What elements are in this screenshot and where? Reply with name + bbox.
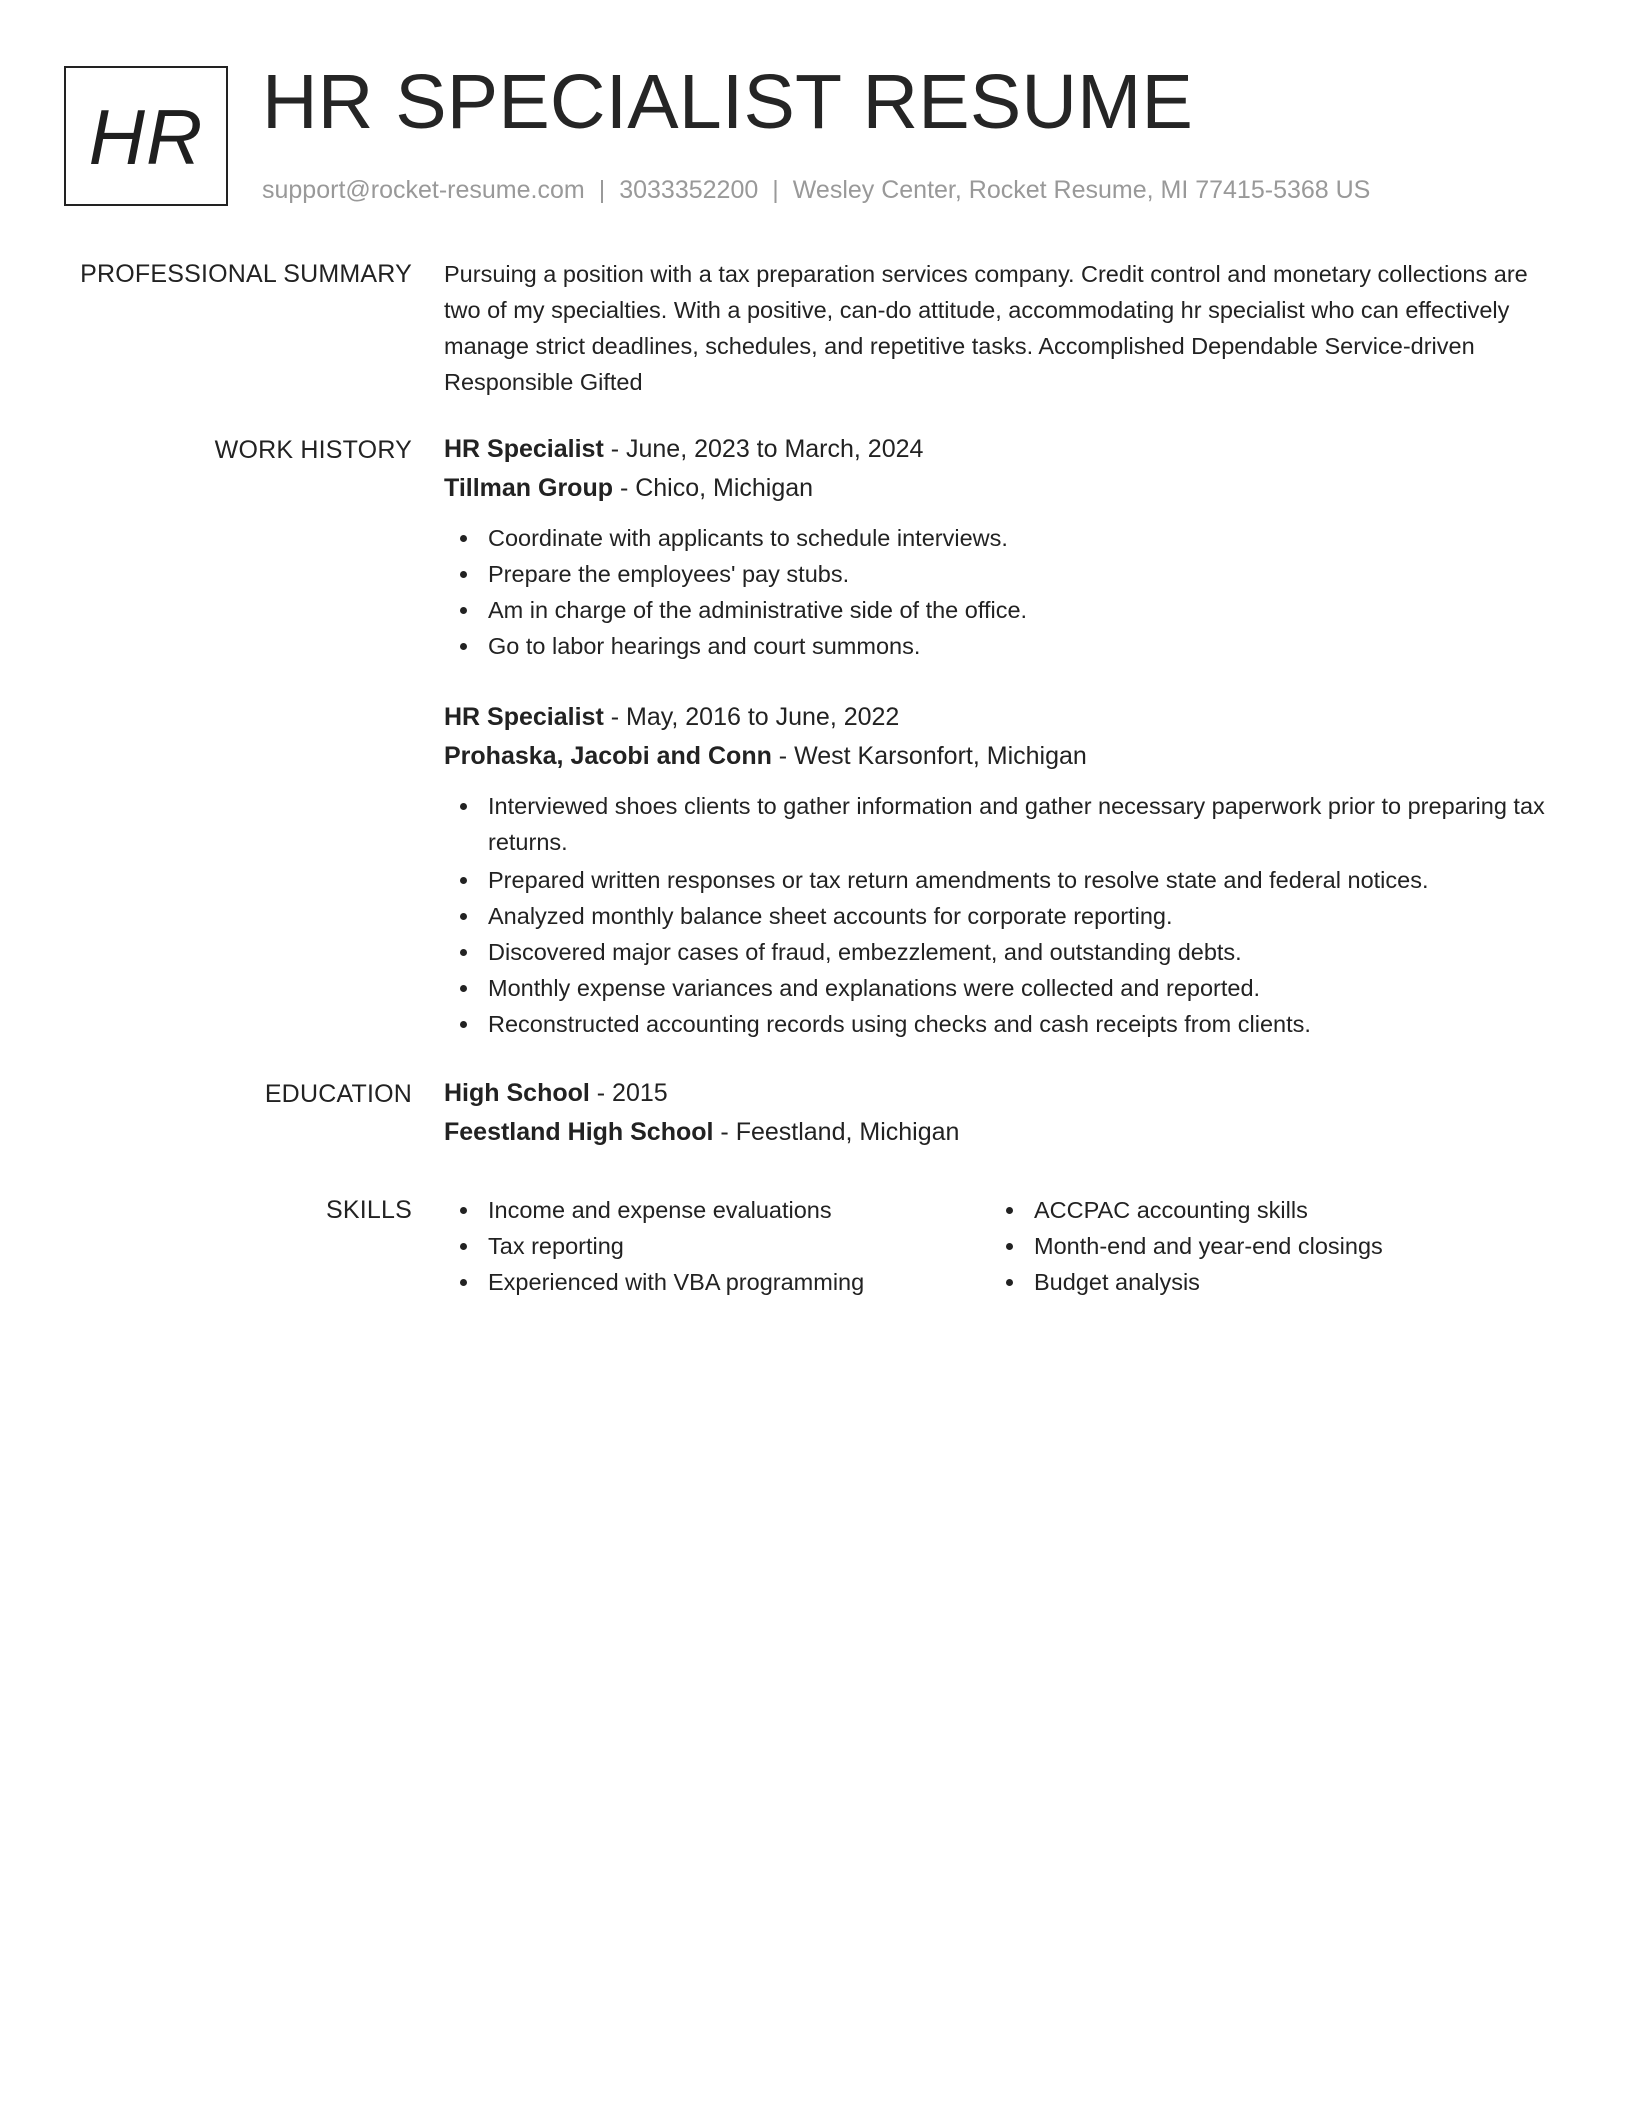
list-item (444, 862, 1556, 898)
education-degree: High School (444, 1079, 590, 1107)
list-item (444, 556, 1556, 592)
list-item (444, 898, 1556, 934)
job-company: Tillman Group (444, 474, 613, 502)
bullet-dot (1006, 1279, 1013, 1286)
contact-line (262, 175, 1370, 205)
job-company-line (444, 469, 1556, 508)
skill-text: Income and expense evaluations (488, 1197, 832, 1223)
duty-text: Reconstructed accounting records using checks and cash receipts from clients. (488, 1011, 1311, 1037)
section-label-summary: PROFESSIONAL SUMMARY (80, 260, 412, 288)
skill-text: ACCPAC accounting skills (1034, 1197, 1308, 1223)
bullet-dot (460, 913, 467, 920)
bullet-dot (460, 949, 467, 956)
bullet-dot (460, 535, 467, 542)
section-label-work-history: WORK HISTORY (214, 436, 412, 464)
skills-list-left (444, 1192, 990, 1300)
list-item (444, 1006, 1556, 1042)
monogram-text: HR (88, 93, 204, 181)
education-degree-line (444, 1074, 1556, 1113)
bullet-dot (460, 1243, 467, 1250)
bullet-dot (460, 1207, 467, 1214)
bullet-dot (1006, 1207, 1013, 1214)
bullet-dot (460, 607, 467, 614)
contact-address: Wesley Center, Rocket Resume, MI 77415-5368 US (792, 176, 1371, 204)
list-item (990, 1264, 1536, 1300)
list-item (990, 1228, 1536, 1264)
skills-body (444, 1192, 1556, 1300)
resume-title: HR SPECIALIST RESUME (262, 59, 1194, 145)
job-duties-list (444, 520, 1556, 664)
monogram-logo (64, 66, 228, 206)
contact-phone[interactable]: 3033352200 (619, 176, 759, 204)
education-year: - 2015 (589, 1079, 668, 1107)
duty-text: Coordinate with applicants to schedule interviews. (488, 525, 1008, 551)
duty-text: Go to labor hearings and court summons. (488, 633, 921, 659)
duty-text: Prepare the employees' pay stubs. (488, 561, 850, 587)
list-item (444, 934, 1556, 970)
bullet-dot (460, 571, 467, 578)
bullet-dot (460, 1021, 467, 1028)
bullet-dot (460, 985, 467, 992)
job-title: HR Specialist (444, 703, 604, 731)
duty-text: Prepared written responses or tax return amendments to resolve state and federal notices. (488, 867, 1429, 893)
contact-email[interactable]: support@rocket-resume.com (262, 176, 585, 204)
job-dates: - June, 2023 to March, 2024 (603, 435, 924, 463)
bullet-dot (1006, 1243, 1013, 1250)
education-entry (444, 1074, 1556, 1152)
skills-list-right (990, 1192, 1536, 1300)
education-school: Feestland High School (444, 1118, 714, 1146)
education-location: - Feestland, Michigan (713, 1118, 960, 1146)
list-item (444, 1228, 990, 1264)
list-item (444, 1264, 990, 1300)
skills-columns (444, 1192, 1556, 1300)
bullet-dot (460, 877, 467, 884)
summary-text: Pursuing a position with a tax preparation services company. Credit control and monetary collections are two of my specialties. With a positive, can-do attitude, accommodating hr specialist who can effectively manage strict deadlines, schedules, and repetitive tasks. Accomplished Dependable Service-driven Responsible Gifted (444, 261, 1528, 395)
skill-text: Month-end and year-end closings (1034, 1233, 1383, 1259)
duty-text: Interviewed shoes clients to gather information and gather necessary paperwork prior to preparing tax returns. (488, 793, 1545, 855)
list-item (444, 970, 1556, 1006)
duty-text: Monthly expense variances and explanations were collected and reported. (488, 975, 1261, 1001)
job-company-line (444, 737, 1556, 776)
job-duties-list (444, 788, 1556, 1042)
list-item (990, 1192, 1536, 1228)
bullet-dot (460, 1279, 467, 1286)
skill-text: Experienced with VBA programming (488, 1269, 865, 1295)
duty-text: Am in charge of the administrative side of the office. (488, 597, 1028, 623)
job-company: Prohaska, Jacobi and Conn (444, 742, 772, 770)
job-entry (444, 698, 1556, 1042)
job-title-line (444, 430, 1556, 469)
job-entry (444, 430, 1556, 664)
list-item (444, 592, 1556, 628)
list-item (444, 788, 1556, 860)
section-label-education: EDUCATION (264, 1080, 412, 1108)
list-item (444, 1192, 990, 1228)
contact-separator: | (772, 176, 779, 204)
education-school-line (444, 1113, 1556, 1152)
bullet-dot (460, 803, 467, 810)
job-title-line (444, 698, 1556, 737)
job-dates: - May, 2016 to June, 2022 (603, 703, 900, 731)
skill-text: Tax reporting (488, 1233, 624, 1259)
job-location: - Chico, Michigan (613, 474, 814, 502)
skill-text: Budget analysis (1034, 1269, 1200, 1295)
duty-text: Analyzed monthly balance sheet accounts for corporate reporting. (488, 903, 1173, 929)
duty-text: Discovered major cases of fraud, embezzlement, and outstanding debts. (488, 939, 1242, 965)
job-location: - West Karsonfort, Michigan (771, 742, 1087, 770)
list-item (444, 520, 1556, 556)
contact-separator: | (598, 176, 606, 204)
bullet-dot (460, 643, 467, 650)
job-title: HR Specialist (444, 435, 604, 463)
summary-body (444, 256, 1556, 400)
list-item (444, 628, 1556, 664)
section-label-skills: SKILLS (326, 1196, 412, 1224)
